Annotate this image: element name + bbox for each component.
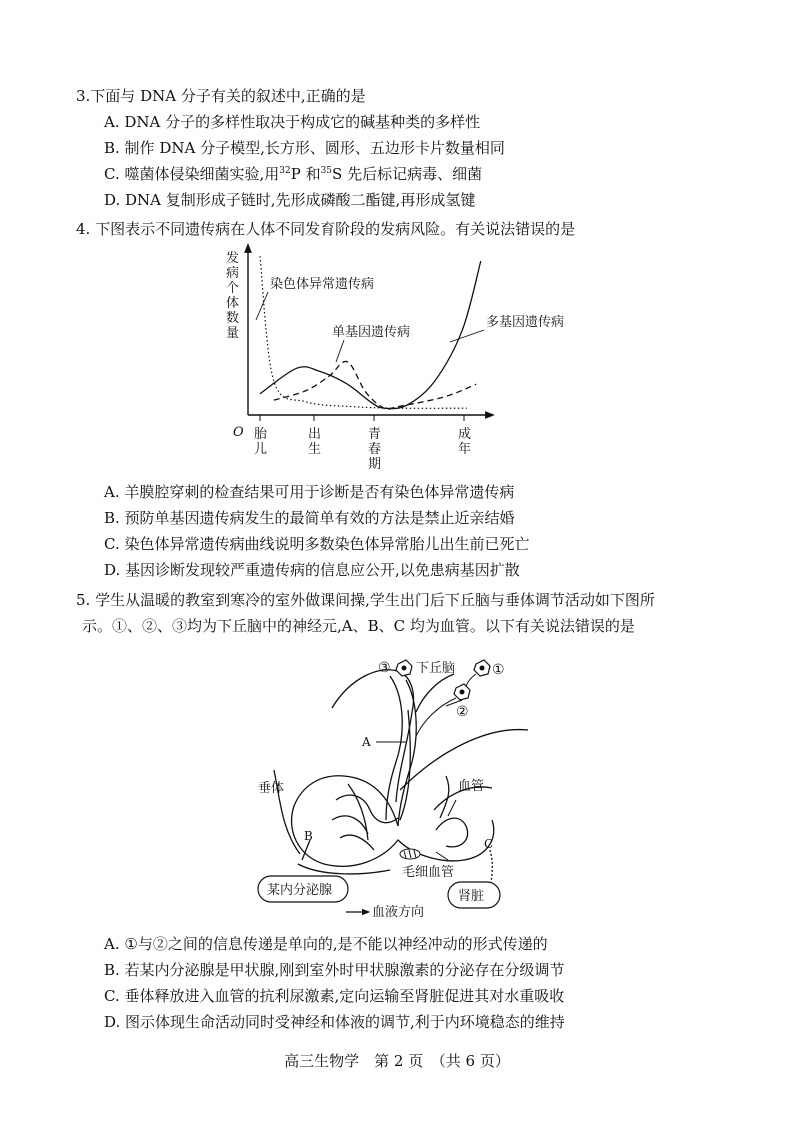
label-pituitary: 垂体 [258, 781, 285, 796]
label-flow-direction: 血液方向 [372, 905, 425, 920]
q4-option-c: C. 染色体异常遗传病曲线说明多数染色体异常胎儿出生前已死亡 [104, 535, 530, 553]
q3-option-b: B. 制作 DNA 分子模型,长方形、圆形、五边形卡片数量相同 [104, 139, 505, 157]
q5-option-b: B. 若某内分泌腺是甲状腺,刚到室外时甲状腺激素的分泌存在分级调节 [104, 961, 565, 979]
label-vessel-c: C [484, 837, 494, 851]
label-capillary: 毛细血管 [402, 865, 455, 880]
q3-stem: 3.下面与 DNA 分子有关的叙述中,正确的是 [76, 87, 366, 105]
x-tick-label: 成年 [458, 427, 472, 457]
y-axis-label [226, 251, 239, 341]
label-kidney: 肾脏 [458, 889, 485, 904]
neuron-2 [454, 684, 470, 700]
q3-option-c: C. 噬菌体侵染细菌实验,用$^{32}$P 和$^{35}$S 先后标记病毒、细菌 [104, 165, 483, 183]
neuron-3 [396, 660, 412, 676]
neuron-1 [474, 660, 490, 676]
series-line-2 [274, 361, 476, 409]
q4-option-a: A. 羊膜腔穿刺的检查结果可用于诊断是否有染色体异常遗传病 [104, 483, 515, 501]
q5-option-a: A. ①与②之间的信息传递是单向的,是不能以神经冲动的形式传递的 [104, 935, 548, 953]
label-neuron-1: ① [492, 662, 505, 678]
origin-label: O [233, 425, 244, 440]
q4-stem: 4. 下图表示不同遗传病在人体不同发育阶段的发病风险。有关说法错误的是 [76, 220, 576, 238]
q4-option-d: D. 基因诊断发现较严重遗传病的信息应公开,以免患病基因扩散 [104, 561, 520, 579]
series-label-2: 单基因遗传病 [332, 325, 411, 340]
series-label-3: 多基因遗传病 [486, 315, 565, 330]
x-tick-label: 胎儿 [254, 427, 268, 457]
capillary-coil [400, 849, 420, 859]
label-vessel-b: B [304, 829, 313, 843]
series-label-pointer [336, 340, 344, 362]
q5-option-d: D. 图示体现生命活动同时受神经和体液的调节,利于内环境稳态的维持 [104, 1013, 565, 1031]
label-endocrine-gland: 某内分泌腺 [267, 883, 333, 898]
y-axis-label-text: 发病个体数量 [226, 251, 240, 341]
q3-option-d: D. DNA 复制形成子链时,先形成磷酸二酯键,再形成氢键 [104, 191, 476, 209]
x-tick-label: 出生 [308, 427, 322, 457]
series-label-1: 染色体异常遗传病 [270, 277, 375, 292]
page-footer: 高三生物学 第 2 页 （共 6 页） [284, 1052, 510, 1070]
q5-stem-line2: 示。①、②、③均为下丘脑中的神经元,A、B、C 均为血管。以下有关说法错误的是 [82, 617, 635, 635]
vessel-c [490, 850, 492, 886]
q4-chart [220, 240, 565, 480]
label-blood-vessel: 血管 [458, 779, 485, 794]
q5-option-c: C. 垂体释放进入血管的抗利尿激素,定向运输至肾脏促进其对水重吸收 [104, 987, 565, 1005]
x-tick-label: 青春期 [368, 427, 382, 472]
posterior-vessel [436, 818, 468, 847]
label-hypothalamus: 下丘脑 [416, 661, 456, 676]
label-vessel-a: A [362, 735, 371, 749]
series-label-pointer [256, 292, 268, 320]
q5-stem-line1: 5. 学生从温暖的教室到寒冷的室外做课间操,学生出门后下丘脑与垂体调节活动如下图所 [76, 591, 655, 609]
q5-diagram [240, 650, 540, 920]
series-label-pointer [450, 330, 484, 342]
q4-option-b: B. 预防单基因遗传病发生的最简单有效的方法是禁止近亲结婚 [104, 509, 515, 527]
label-neuron-2: ② [456, 704, 469, 720]
label-neuron-3: ③ [378, 660, 391, 676]
q3-option-a: A. DNA 分子的多样性取决于构成它的碱基种类的多样性 [104, 113, 481, 131]
